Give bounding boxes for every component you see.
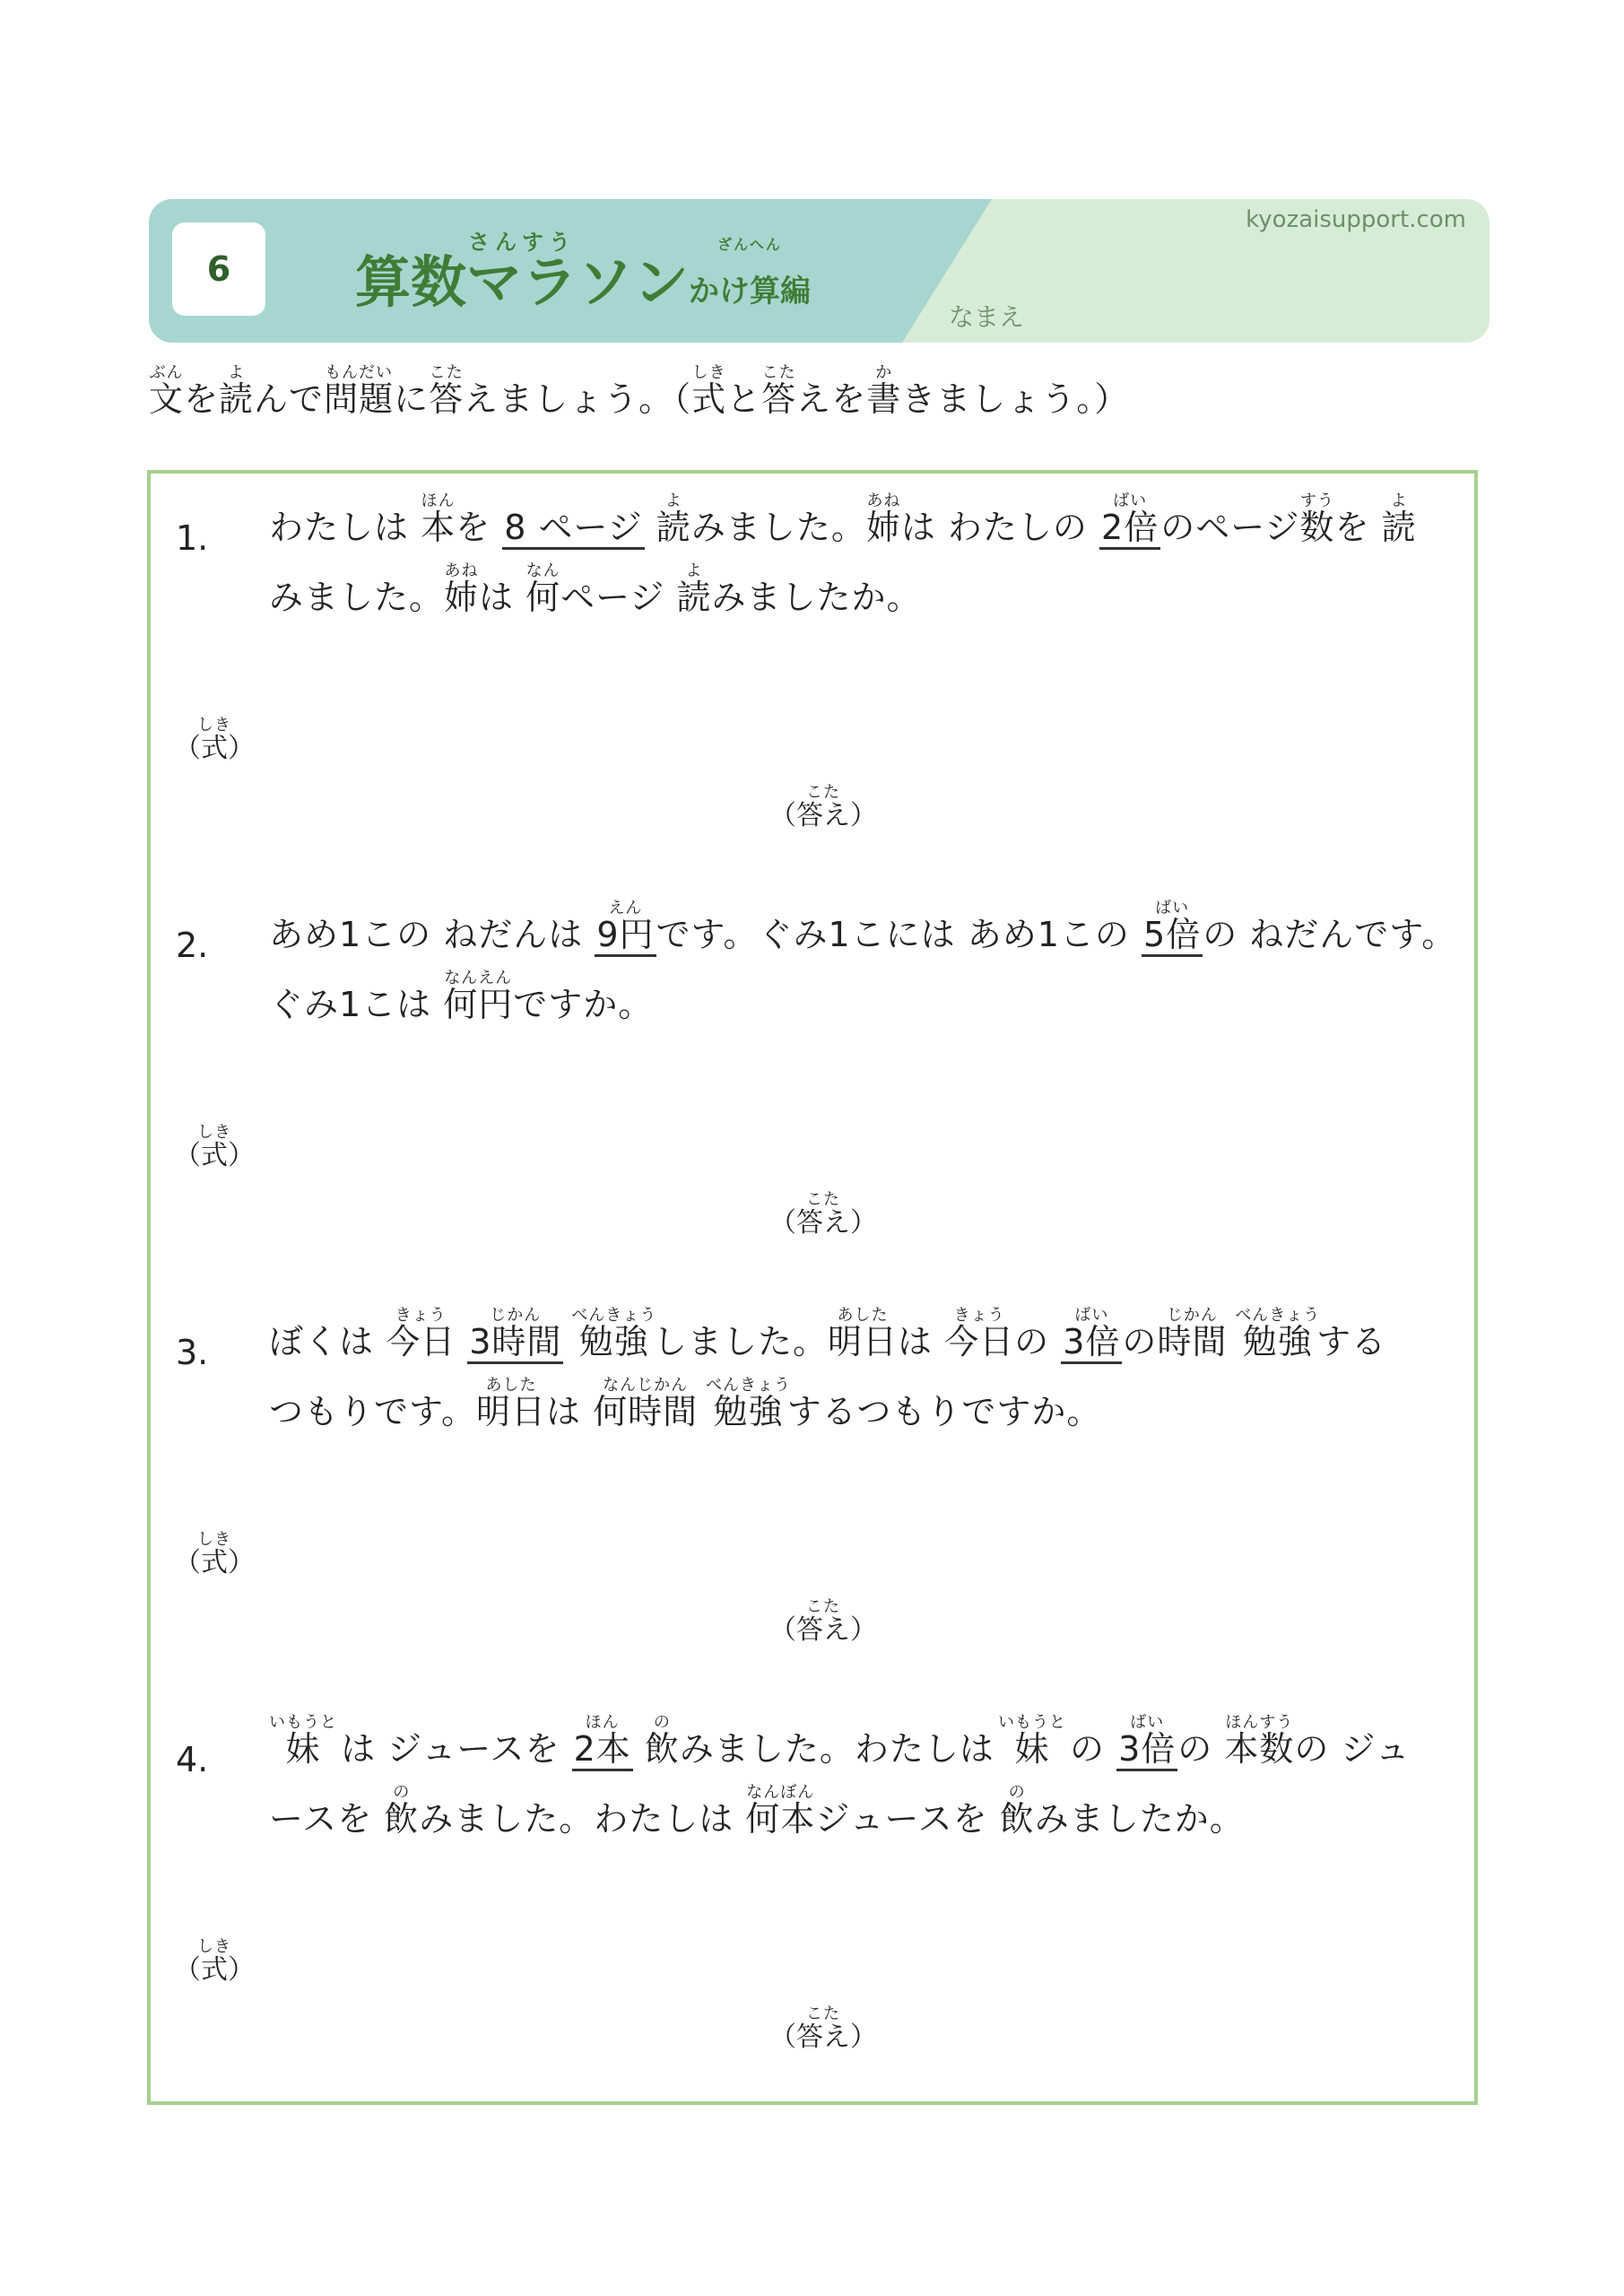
answer-label: （答え）こた — [769, 1597, 877, 1646]
worksheet-header — [149, 199, 1489, 343]
formula-label: （式）しき — [174, 716, 255, 764]
answer-label: （答え）こた — [769, 1190, 877, 1239]
instruction-text: 文ぶんを読よんで問題もんだいに答こたえましょう。（式しきと答こたえを書かきましょう。） — [149, 363, 1130, 419]
worksheet-number: 6 — [172, 222, 265, 316]
answer-label: （答え）こた — [769, 2005, 877, 2053]
problem-text: ぼくは 今日きょう 3時間じかん 勉強べんきょうしました。明日あしたは 今日きょうの 3倍ばいの時間じかん 勉強べんきょうする つもりです。明日あしたは 何時間なんじかん 勉強べんきょうするつもりですか。 — [269, 1306, 1387, 1431]
problem-number: 4. — [176, 1740, 209, 1779]
formula-label: （式）しき — [174, 1937, 255, 1986]
problem-text: 妹いもうと は ジュースを 2本ほん 飲のみました。わたしは 妹いもうと の 3倍ばいの 本数ほんすうの ジュ ースを 飲のみました。わたしは 何本なんぼんジュースを 飲のみましたか。 — [269, 1713, 1411, 1839]
problem-text: わたしは 本ほんを 8 ページ 読よみました。姉あねは わたしの 2倍ばいのページ数すうを 読よ みました。姉あねは 何なんページ 読よみましたか。 — [269, 491, 1417, 617]
problem-text: あめ1この ねだんは 9円えんです。ぐみ1こには あめ1この 5倍ばいの ねだんです。 ぐみ1こは 何円なんえんですか。 — [269, 899, 1457, 1024]
title-main: 算数マラソンさんすう — [355, 230, 690, 315]
title-sub: かけ算編ざんへん — [689, 236, 812, 309]
site-name: kyozaisupport.com — [1246, 206, 1466, 233]
problem-number: 3. — [176, 1333, 209, 1372]
problem-number: 1. — [176, 518, 209, 558]
formula-label: （式）しき — [174, 1530, 255, 1578]
formula-label: （式）しき — [174, 1123, 255, 1171]
name-label: なまえ — [949, 302, 1025, 332]
problem-number: 2. — [176, 926, 209, 965]
worksheet-title — [355, 230, 811, 317]
problems-box — [147, 470, 1478, 2105]
answer-label: （答え）こた — [769, 783, 877, 831]
